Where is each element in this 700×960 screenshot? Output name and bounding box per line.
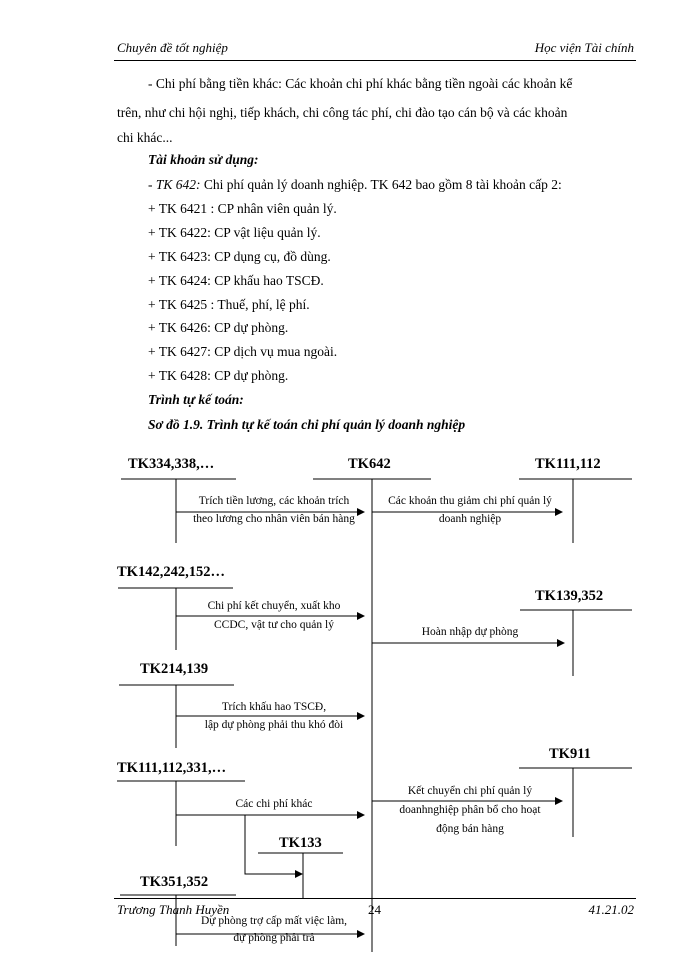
page-number: 24 bbox=[368, 902, 381, 917]
label-reduce-1: Các khoản thu giảm chi phí quản lý bbox=[388, 495, 552, 507]
account-tk334: TK334,338,… bbox=[128, 456, 215, 472]
label-provision-2: dự phòng phải trả bbox=[233, 932, 315, 944]
paragraph-line-2: trên, như chi hội nghị, tiếp khách, chi công tác phí, chi đào tạo cán bộ và các khoản bbox=[117, 105, 568, 120]
sub-account-6425: + TK 6425 : Thuế, phí, lệ phí. bbox=[148, 297, 310, 312]
header-right: Học viện Tài chính bbox=[534, 40, 634, 55]
sub-account-6423: + TK 6423: CP dụng cụ, đồ dùng. bbox=[148, 249, 331, 264]
sub-account-6422: + TK 6422: CP vật liệu quản lý. bbox=[148, 225, 321, 240]
sub-account-6428: + TK 6428: CP dự phòng. bbox=[148, 368, 289, 383]
tk642-label: TK 642: bbox=[155, 177, 201, 192]
account-tk642: TK642 bbox=[348, 456, 391, 472]
footer-rule bbox=[114, 898, 636, 899]
account-tk214: TK214,139 bbox=[140, 661, 209, 677]
label-other: Các chi phí khác bbox=[235, 798, 313, 810]
label-salary-2: theo lương cho nhân viên bán hàng bbox=[193, 513, 355, 525]
label-depr-1: Trích khấu hao TSCĐ, bbox=[221, 701, 327, 713]
sub-account-6426: + TK 6426: CP dự phòng. bbox=[148, 320, 289, 335]
account-tk911: TK911 bbox=[549, 746, 591, 762]
account-tk133: TK133 bbox=[279, 835, 322, 851]
label-close-3: động bán hàng bbox=[436, 823, 504, 835]
account-tk142: TK142,242,152… bbox=[117, 564, 225, 580]
sub-account-6424: + TK 6424: CP khấu hao TSCĐ. bbox=[148, 273, 324, 288]
tk642-desc: Chi phí quản lý doanh nghiệp. TK 642 bao gồm 8 tài khoản cấp 2: bbox=[200, 177, 562, 192]
procedure-heading: Trình tự kế toán: bbox=[148, 392, 244, 407]
sub-account-6421: + TK 6421 : CP nhân viên quản lý. bbox=[148, 201, 337, 216]
footer-author: Trương Thanh Huyền bbox=[117, 902, 230, 917]
label-transfer-2: CCDC, vật tư cho quản lý bbox=[214, 619, 334, 631]
header-left: Chuyên đề tốt nghiệp bbox=[117, 40, 228, 55]
paragraph-line-3: chi khác... bbox=[117, 130, 173, 145]
label-reduce-2: doanh nghiệp bbox=[438, 513, 502, 525]
label-reversal: Hoàn nhập dự phòng bbox=[421, 626, 519, 638]
footer-code: 41.21.02 bbox=[588, 902, 634, 917]
accounts-heading: Tài khoản sử dụng: bbox=[148, 152, 259, 167]
account-tk111-112: TK111,112 bbox=[535, 456, 601, 472]
label-depr-2: lập dự phòng phải thu khó đòi bbox=[204, 719, 344, 731]
account-tk111-331: TK111,112,331,… bbox=[117, 760, 227, 776]
label-close-2: doanhnghiệp phân bổ cho hoạt bbox=[399, 804, 541, 816]
label-transfer-1: Chi phí kết chuyển, xuất kho bbox=[207, 600, 341, 612]
label-close-1: Kết chuyển chi phí quản lý bbox=[407, 785, 533, 797]
account-tk351: TK351,352 bbox=[140, 874, 209, 890]
label-provision-1: Dự phòng trợ cấp mất việc làm, bbox=[200, 915, 348, 927]
sub-account-6427: + TK 6427: CP dịch vụ mua ngoài. bbox=[148, 344, 338, 359]
tk642-prefix: - bbox=[148, 177, 156, 192]
diagram-title: Sơ đồ 1.9. Trình tự kế toán chi phí quản lý doanh nghiệp bbox=[148, 417, 466, 432]
paragraph-line-1: - Chi phí bằng tiền khác: Các khoản chi phí khác bằng tiền ngoài các khoản kể bbox=[148, 76, 573, 91]
account-tk139: TK139,352 bbox=[535, 588, 604, 604]
label-salary-1: Trích tiền lương, các khoản trích bbox=[198, 495, 350, 507]
